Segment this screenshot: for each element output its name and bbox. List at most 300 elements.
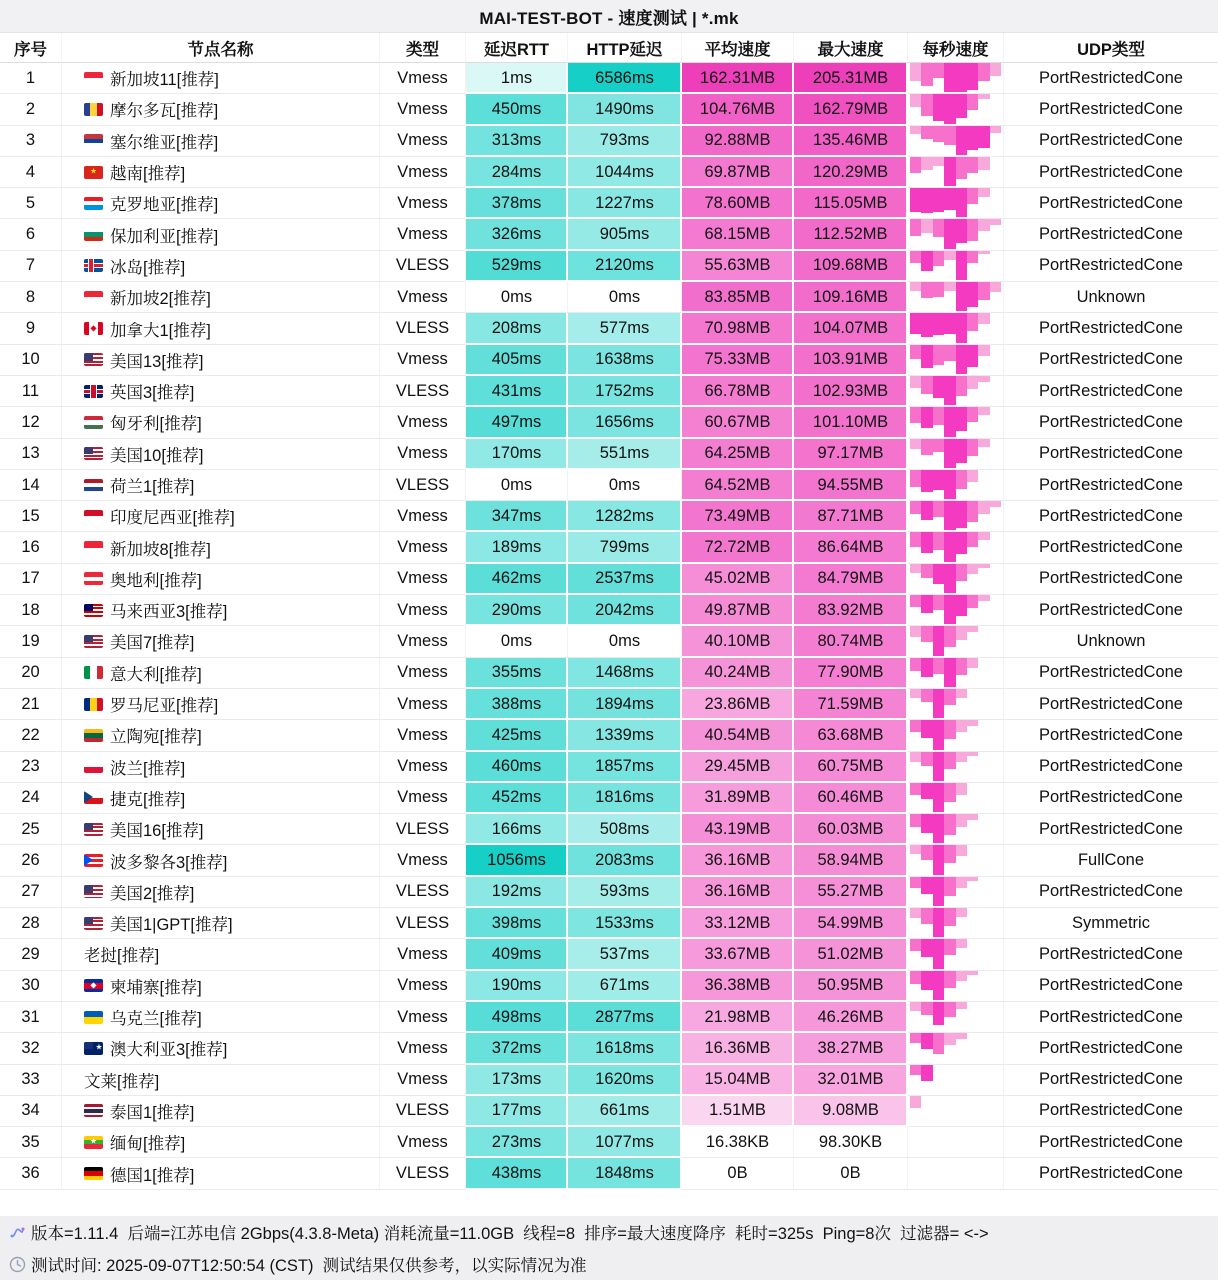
row-index: 22 [21, 725, 40, 744]
cell-index [0, 845, 62, 876]
column-header-label: 序号 [14, 40, 47, 59]
column-header-label: 类型 [406, 40, 439, 59]
speed-bar [978, 439, 989, 448]
cell-avg-speed [682, 1033, 794, 1064]
speed-bar [921, 470, 932, 492]
rtt-value: 208ms [491, 319, 542, 338]
udp-type-value: PortRestrictedCone [1039, 131, 1183, 150]
speed-bar [967, 971, 978, 975]
cell-speed-bars [908, 658, 1004, 689]
cell-index [0, 157, 62, 188]
node-name: 柬埔寨[推荐] [110, 978, 202, 997]
cell-avg-speed [682, 219, 794, 250]
cell-rtt [466, 720, 568, 751]
http-latency-value: 551ms [599, 444, 650, 463]
speed-bar [910, 939, 921, 951]
cell-udp-type [1004, 345, 1218, 376]
speed-bar [956, 814, 967, 827]
ukraine-flag-icon [84, 1011, 103, 1024]
vietnam-flag-icon: ★ [84, 166, 103, 179]
avg-speed-value: 31.89MB [704, 788, 771, 807]
speed-bar [978, 157, 989, 170]
cell-udp-type [1004, 595, 1218, 626]
rtt-value: 190ms [491, 976, 542, 995]
node-name: 美国2[推荐] [110, 884, 195, 903]
cell-udp-type [1004, 282, 1218, 313]
protocol-type: Vmess [397, 569, 448, 588]
cell-http-latency [568, 376, 682, 407]
cell-http-latency [568, 845, 682, 876]
max-speed-value: 80.74MB [817, 631, 884, 650]
avg-speed-value: 23.86MB [704, 694, 771, 713]
cell-speed-bars [908, 251, 1004, 282]
speed-bar [933, 282, 944, 297]
speed-bar [910, 532, 921, 547]
speed-bar [978, 407, 989, 414]
protocol-type: Vmess [397, 68, 448, 87]
cell-avg-speed [682, 63, 794, 94]
protocol-type: Vmess [397, 350, 448, 369]
speed-bar [921, 564, 932, 579]
row-index: 11 [21, 381, 40, 400]
cell-speed-bars [908, 564, 1004, 595]
rtt-value: 460ms [491, 757, 542, 776]
avg-speed-value: 92.88MB [704, 131, 771, 150]
speed-bar [978, 188, 989, 197]
avg-speed-value: 70.98MB [704, 319, 771, 338]
speed-bar [933, 720, 944, 749]
udp-type-value: Unknown [1076, 287, 1146, 306]
cell-udp-type [1004, 658, 1218, 689]
cell-rtt [466, 845, 568, 876]
cell-http-latency [568, 219, 682, 250]
node-name: 冰岛[推荐] [110, 258, 186, 277]
cell-index [0, 94, 62, 125]
speed-bar [933, 1002, 944, 1025]
protocol-type: VLESS [395, 319, 450, 338]
cell-udp-type [1004, 720, 1218, 751]
http-latency-value: 2120ms [595, 256, 654, 275]
cell-speed-bars [908, 1065, 1004, 1096]
cell-udp-type [1004, 939, 1218, 970]
cell-speed-bars [908, 532, 1004, 563]
max-speed-value: 60.03MB [817, 819, 884, 838]
max-speed-value: 83.92MB [817, 600, 884, 619]
cell-max-speed [794, 689, 908, 720]
cell-rtt [466, 439, 568, 470]
udp-type-value: PortRestrictedCone [1039, 757, 1183, 776]
speed-per-second-bar-chart [910, 939, 1001, 968]
speed-bar [933, 126, 944, 142]
speed-bar [910, 564, 921, 573]
speed-bar [921, 407, 932, 428]
cell-http-latency [568, 783, 682, 814]
udp-type-value: PortRestrictedCone [1039, 694, 1183, 713]
cell-max-speed [794, 313, 908, 344]
cell-max-speed [794, 720, 908, 751]
cell-max-speed [794, 1096, 908, 1127]
node-name: 罗马尼亚[推荐] [110, 697, 219, 716]
http-latency-value: 793ms [599, 131, 650, 150]
avg-speed-value: 36.16MB [704, 882, 771, 901]
row-index: 33 [21, 1070, 40, 1089]
cell-max-speed [794, 501, 908, 532]
cell-rtt [466, 470, 568, 501]
cell-http-latency [568, 626, 682, 657]
max-speed-value: 120.29MB [812, 162, 889, 181]
cell-speed-bars [908, 752, 1004, 783]
cell-max-speed [794, 251, 908, 282]
cell-http-latency [568, 157, 682, 188]
speed-bar [967, 157, 978, 173]
speed-per-second-bar-chart [910, 376, 1001, 405]
rtt-value: 313ms [491, 131, 542, 150]
cell-type [380, 126, 466, 157]
speed-per-second-bar-chart [910, 689, 1001, 718]
speed-bar [910, 251, 921, 263]
row-index: 16 [21, 538, 40, 557]
singapore-flag-icon [84, 541, 103, 554]
udp-type-value: PortRestrictedCone [1039, 1132, 1183, 1151]
cell-index [0, 720, 62, 751]
table-row [0, 126, 1218, 157]
cell-node-name [62, 345, 380, 376]
speed-bar [910, 877, 921, 889]
cell-type [380, 658, 466, 689]
http-latency-value: 2083ms [595, 851, 654, 870]
cell-avg-speed [682, 626, 794, 657]
cell-avg-speed [682, 658, 794, 689]
cell-avg-speed [682, 720, 794, 751]
cell-rtt [466, 63, 568, 94]
rtt-value: 1056ms [487, 851, 546, 870]
protocol-type: Vmess [397, 506, 448, 525]
cell-node-name [62, 63, 380, 94]
speed-bar [933, 376, 944, 398]
udp-type-value: PortRestrictedCone [1039, 506, 1183, 525]
singapore-flag-icon [84, 291, 103, 304]
cell-avg-speed [682, 595, 794, 626]
http-latency-value: 1752ms [595, 381, 654, 400]
node-name: 美国13[推荐] [110, 352, 204, 371]
cell-type [380, 1065, 466, 1096]
speed-bar [956, 845, 967, 855]
cell-index [0, 1158, 62, 1189]
max-speed-value: 50.95MB [817, 976, 884, 995]
speed-bar [921, 157, 932, 170]
rtt-value: 326ms [491, 225, 542, 244]
speed-bar [956, 345, 967, 374]
cell-rtt [466, 1158, 568, 1189]
cell-max-speed [794, 939, 908, 970]
cell-udp-type [1004, 439, 1218, 470]
udp-type-value: FullCone [1077, 851, 1145, 870]
cell-avg-speed [682, 845, 794, 876]
speed-bar [967, 564, 978, 574]
node-name: 老挝[推荐] [84, 947, 160, 966]
row-index: 9 [25, 319, 36, 338]
speed-bar [921, 720, 932, 738]
speed-bar [956, 532, 967, 554]
http-latency-value: 1490ms [595, 99, 654, 118]
pulse-icon [9, 1224, 26, 1241]
row-index: 6 [25, 225, 36, 244]
column-header-col-index [0, 33, 62, 63]
cell-avg-speed [682, 470, 794, 501]
united-states-flag-icon [84, 353, 103, 366]
speed-bar [933, 501, 944, 517]
cell-index [0, 564, 62, 595]
cell-http-latency [568, 658, 682, 689]
cell-max-speed [794, 1127, 908, 1158]
speed-per-second-bar-chart [910, 658, 1001, 687]
cell-node-name [62, 126, 380, 157]
udp-type-value: PortRestrictedCone [1039, 68, 1183, 87]
speed-bar [910, 1096, 921, 1108]
table-row [0, 752, 1218, 783]
node-name: 乌克兰[推荐] [110, 1010, 202, 1029]
table-row [0, 219, 1218, 250]
cell-node-name [62, 157, 380, 188]
cell-speed-bars [908, 407, 1004, 438]
speed-per-second-bar-chart [910, 783, 1001, 812]
avg-speed-value: 68.15MB [704, 225, 771, 244]
table-row [0, 814, 1218, 845]
column-header-col-rtt [466, 33, 568, 63]
avg-speed-value: 29.45MB [704, 757, 771, 776]
italy-flag-icon [84, 666, 103, 679]
max-speed-value: 77.90MB [817, 663, 884, 682]
udp-type-value: PortRestrictedCone [1039, 663, 1183, 682]
column-header-col-max-speed [794, 33, 908, 63]
speed-bar [921, 1002, 932, 1015]
row-index: 15 [21, 506, 40, 525]
column-header-label: 每秒速度 [922, 40, 989, 59]
cell-udp-type [1004, 219, 1218, 250]
protocol-type: Vmess [397, 444, 448, 463]
cell-http-latency [568, 282, 682, 313]
cell-http-latency [568, 439, 682, 470]
http-latency-value: 1044ms [595, 162, 654, 181]
cell-type [380, 626, 466, 657]
page-title: MAI-TEST-BOT - 速度测试 | *.mk [479, 8, 739, 28]
speed-bar [967, 814, 978, 820]
speed-bar [967, 658, 978, 668]
row-index: 36 [21, 1164, 40, 1183]
speed-bar [910, 908, 921, 918]
node-name: 英国3[推荐] [110, 384, 195, 403]
cell-max-speed [794, 752, 908, 783]
croatia-flag-icon [84, 197, 103, 210]
cell-http-latency [568, 908, 682, 939]
avg-speed-value: 36.16MB [704, 851, 771, 870]
column-header-label: HTTP延迟 [586, 40, 663, 59]
cell-avg-speed [682, 1158, 794, 1189]
speed-bar [933, 313, 944, 335]
max-speed-value: 60.46MB [817, 788, 884, 807]
speed-bar [933, 470, 944, 491]
max-speed-value: 51.02MB [817, 944, 884, 963]
max-speed-value: 46.26MB [817, 1007, 884, 1026]
cell-udp-type [1004, 63, 1218, 94]
speed-bar [933, 595, 944, 610]
column-header-label: 最大速度 [817, 40, 884, 59]
avg-speed-value: 78.60MB [704, 193, 771, 212]
cell-rtt [466, 877, 568, 908]
cell-avg-speed [682, 407, 794, 438]
speed-bar [933, 439, 944, 452]
speed-bar [956, 126, 967, 155]
udp-type-value: PortRestrictedCone [1039, 725, 1183, 744]
cell-node-name [62, 94, 380, 125]
http-latency-value: 1618ms [595, 1038, 654, 1057]
cell-udp-type [1004, 470, 1218, 501]
speed-per-second-bar-chart [910, 752, 1001, 781]
udp-type-value: PortRestrictedCone [1039, 944, 1183, 963]
speed-bar [956, 63, 967, 92]
netherlands-flag-icon [84, 479, 103, 492]
cell-http-latency [568, 188, 682, 219]
row-index: 31 [21, 1007, 40, 1026]
footer-time-text: 测试时间: 2025-09-07T12:50:54 (CST) 测试结果仅供参考，以实际情况为准 [31, 1257, 587, 1275]
node-name: 荷兰1[推荐] [110, 478, 195, 496]
protocol-type: Vmess [397, 757, 448, 776]
cell-http-latency [568, 251, 682, 282]
avg-speed-value: 40.10MB [704, 631, 771, 650]
max-speed-value: 135.46MB [812, 131, 889, 150]
avg-speed-value: 69.87MB [704, 162, 771, 181]
cell-index [0, 470, 62, 501]
cell-max-speed [794, 564, 908, 595]
speed-bar [921, 126, 932, 139]
cell-index [0, 126, 62, 157]
cell-node-name [62, 1158, 380, 1189]
row-index: 28 [21, 913, 40, 932]
cell-node-name [62, 251, 380, 282]
cell-max-speed [794, 157, 908, 188]
avg-speed-value: 104.76MB [699, 99, 776, 118]
protocol-type: Vmess [397, 412, 448, 431]
cell-speed-bars [908, 877, 1004, 908]
udp-type-value: PortRestrictedCone [1039, 1038, 1183, 1057]
speed-bar [921, 376, 932, 394]
cell-http-latency [568, 720, 682, 751]
http-latency-value: 671ms [599, 976, 650, 995]
speed-bar [944, 313, 955, 334]
protocol-type: Vmess [397, 99, 448, 118]
protocol-type: Vmess [397, 225, 448, 244]
cell-http-latency [568, 752, 682, 783]
cell-udp-type [1004, 532, 1218, 563]
cell-node-name [62, 282, 380, 313]
speed-bar [978, 595, 989, 601]
speed-bar [910, 157, 921, 173]
cell-index [0, 1065, 62, 1096]
cell-node-name [62, 971, 380, 1002]
protocol-type: Vmess [397, 1070, 448, 1089]
max-speed-value: 101.10MB [812, 412, 889, 431]
speed-bar [910, 658, 921, 671]
cell-speed-bars [908, 94, 1004, 125]
speed-bar [921, 313, 932, 336]
cell-http-latency [568, 689, 682, 720]
speed-bar [956, 595, 967, 616]
row-index: 24 [21, 788, 40, 807]
cell-index [0, 1002, 62, 1033]
speed-per-second-bar-chart [910, 126, 1001, 155]
speed-per-second-bar-chart [910, 313, 1001, 342]
node-name: 新加坡11[推荐] [110, 71, 219, 90]
cell-udp-type [1004, 251, 1218, 282]
speed-bar [944, 971, 955, 989]
speed-bar [910, 188, 921, 211]
cell-max-speed [794, 126, 908, 157]
speed-bar [921, 877, 932, 895]
speed-bar [956, 470, 967, 489]
speed-bar [933, 157, 944, 166]
udp-type-value: PortRestrictedCone [1039, 381, 1183, 400]
cell-index [0, 407, 62, 438]
cell-avg-speed [682, 814, 794, 845]
cell-udp-type [1004, 752, 1218, 783]
table-row [0, 282, 1218, 313]
speed-bar [967, 439, 978, 457]
speed-bar [933, 845, 944, 874]
speed-bar [967, 219, 978, 240]
protocol-type: VLESS [395, 882, 450, 901]
speed-bar [967, 251, 978, 263]
rtt-value: 425ms [491, 725, 542, 744]
speed-bar [944, 188, 955, 210]
united-states-flag-icon [84, 823, 103, 836]
cell-node-name [62, 658, 380, 689]
table-row [0, 877, 1218, 908]
cell-rtt [466, 971, 568, 1002]
speed-bar [967, 595, 978, 608]
speed-bar [921, 219, 932, 232]
speed-per-second-bar-chart [910, 470, 1001, 499]
cell-rtt [466, 1127, 568, 1158]
thailand-flag-icon [84, 1104, 103, 1117]
cell-avg-speed [682, 251, 794, 282]
http-latency-value: 1468ms [595, 663, 654, 682]
speed-bar [921, 783, 932, 799]
cell-node-name [62, 595, 380, 626]
cell-udp-type [1004, 94, 1218, 125]
cell-index [0, 626, 62, 657]
speed-bar [944, 439, 955, 468]
speed-per-second-bar-chart [910, 845, 1001, 874]
protocol-type: Vmess [397, 725, 448, 744]
cell-max-speed [794, 971, 908, 1002]
cell-avg-speed [682, 532, 794, 563]
udp-type-value: PortRestrictedCone [1039, 412, 1183, 431]
speed-bar [967, 877, 978, 881]
speed-bar [910, 845, 921, 854]
speed-bar [910, 752, 921, 762]
node-name: 美国1|GPT[推荐] [110, 916, 233, 935]
protocol-type: VLESS [395, 381, 450, 400]
node-name: 保加利亚[推荐] [110, 227, 219, 246]
udp-type-value: PortRestrictedCone [1039, 350, 1183, 369]
row-index: 8 [25, 287, 36, 306]
http-latency-value: 1848ms [595, 1164, 654, 1183]
cell-rtt [466, 501, 568, 532]
cell-http-latency [568, 126, 682, 157]
http-latency-value: 0ms [608, 475, 641, 494]
cell-type [380, 1158, 466, 1189]
cell-avg-speed [682, 345, 794, 376]
